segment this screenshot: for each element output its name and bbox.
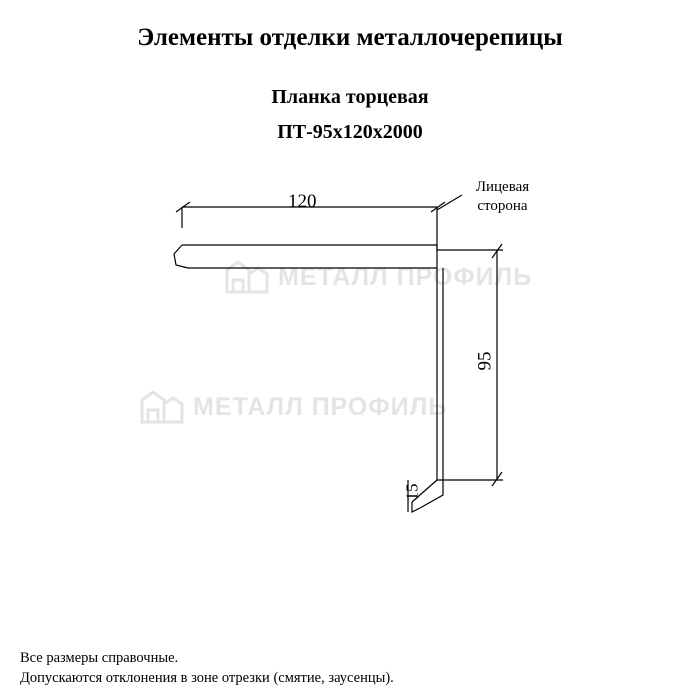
- drawing-svg: [0, 150, 700, 620]
- product-name: Планка торцевая: [271, 86, 429, 108]
- page-title: Элементы отделки металлочерепицы: [137, 24, 563, 51]
- dimension-label-height: 95: [474, 351, 496, 371]
- profile-left-hook: [174, 245, 188, 268]
- product-code: ПТ-95х120х2000: [277, 121, 423, 143]
- footnotes: [20, 648, 680, 688]
- watermark-text: МЕТАЛЛ ПРОФИЛЬ: [278, 262, 533, 291]
- annotation-face-side-line1: Лицевая: [475, 179, 530, 195]
- footnote-line-1: Все размеры справочные.: [20, 650, 179, 666]
- profile-bottom-lip-end: [412, 502, 420, 512]
- footnote-line-2: Допускаются отклонения в зоне отрезки (смятие, заусенцы).: [20, 670, 394, 686]
- technical-drawing: [0, 150, 700, 620]
- dimension-label-lip: 15: [402, 483, 422, 501]
- watermark-text: МЕТАЛЛ ПРОФИЛЬ: [193, 392, 448, 421]
- annotation-face-side-line2: сторона: [477, 198, 528, 214]
- dimension-label-width: 120: [288, 191, 317, 212]
- annotation-face-side: [455, 178, 550, 216]
